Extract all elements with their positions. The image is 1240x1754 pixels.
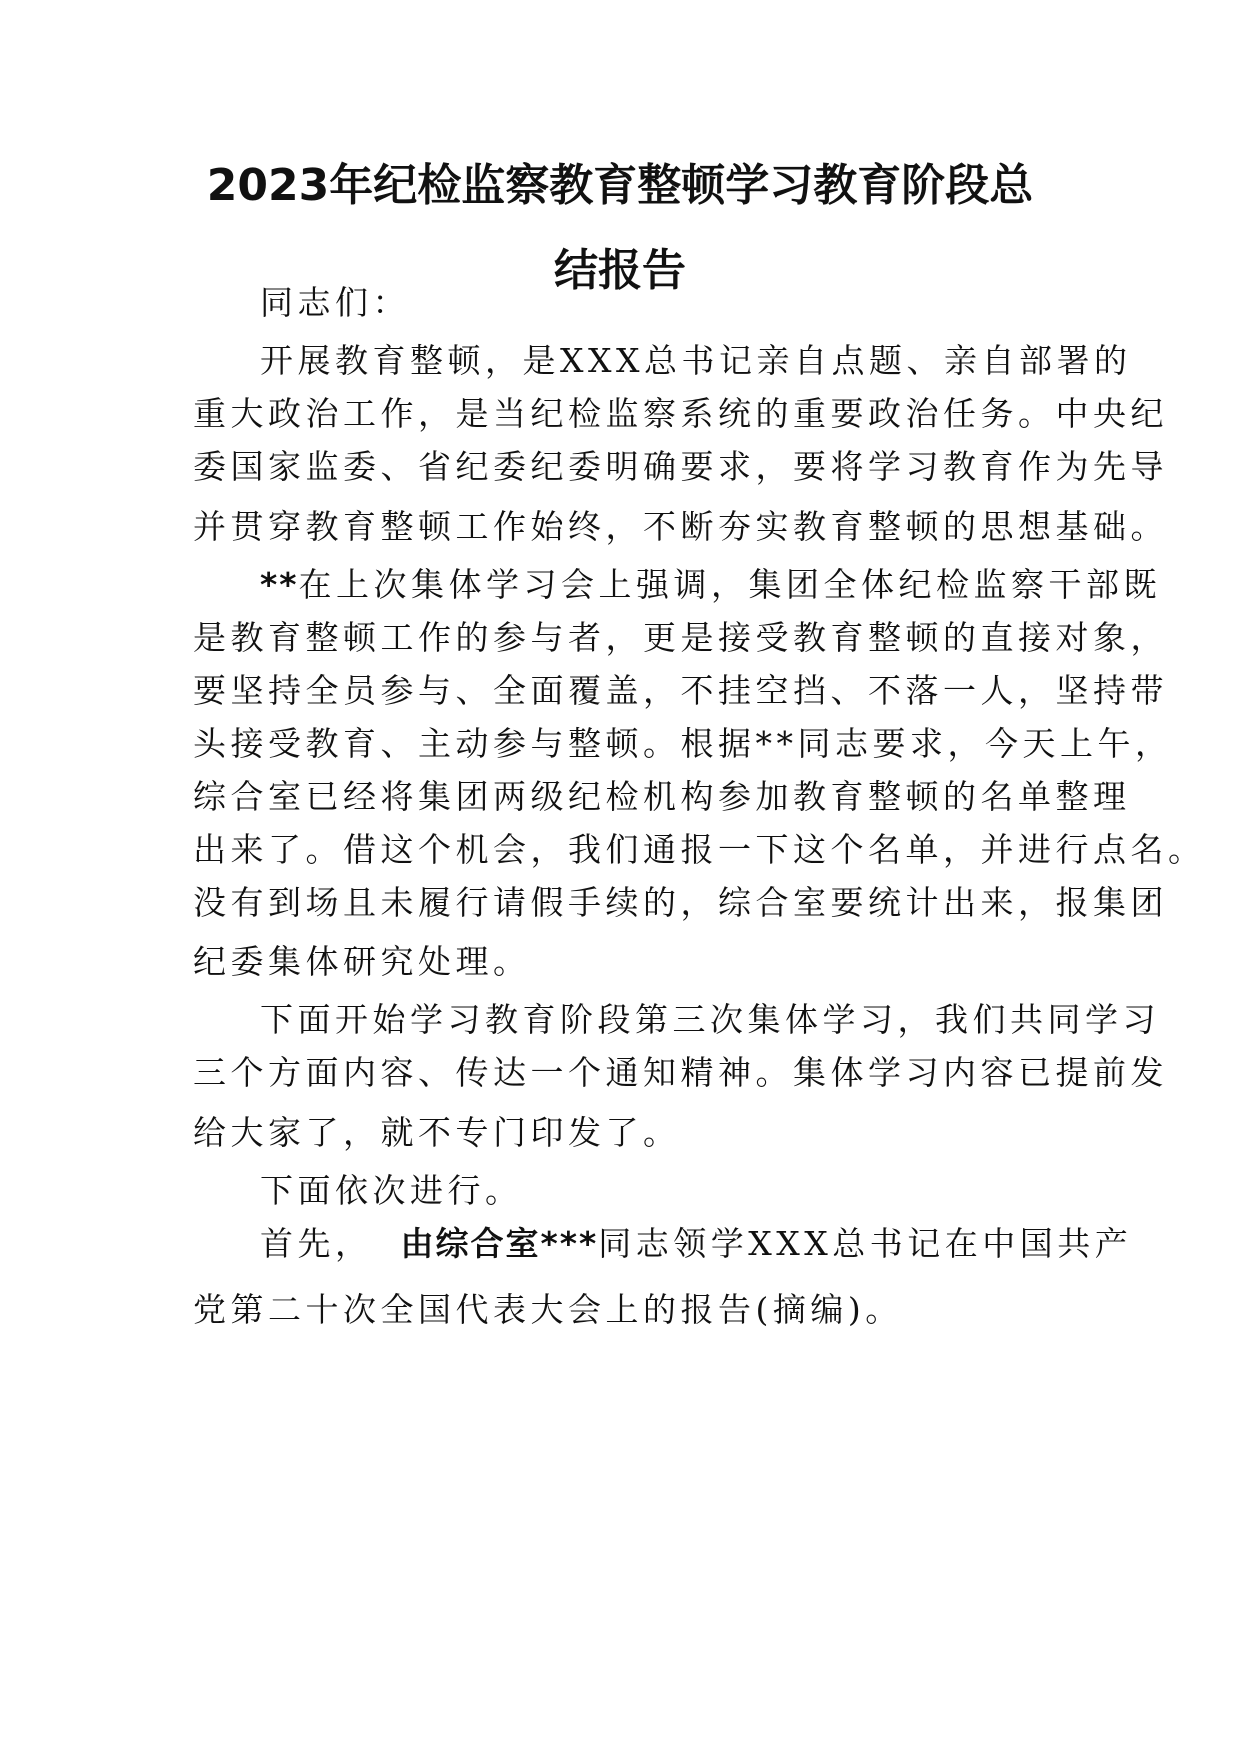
paragraph-line: 开展教育整顿，是XXX总书记亲自点题、亲自部署的 — [260, 341, 1132, 380]
paragraph-line: 头接受教育、主动参与整顿。根据**同志要求，今天上午， — [193, 724, 1173, 763]
paragraph-line: 委国家监委、省纪委纪委明确要求，要将学习教育作为先导 — [193, 447, 1168, 486]
paragraph-line: 下面开始学习教育阶段第三次集体学习，我们共同学习 — [260, 1000, 1160, 1039]
bold-phrase: 由综合室*** — [400, 1224, 599, 1263]
paragraph-line: 三个方面内容、传达一个通知精神。集体学习内容已提前发 — [193, 1053, 1168, 1092]
paragraph-line: 下面依次进行。 — [260, 1171, 523, 1210]
paragraph-line: 出来了。借这个机会，我们通报一下这个名单，并进行点名。 — [193, 830, 1206, 869]
paragraph-line: 没有到场且未履行请假手续的，综合室要统计出来，报集团 — [193, 883, 1168, 922]
paragraph-line: 党第二十次全国代表大会上的报告(摘编)。 — [193, 1290, 903, 1329]
salutation: 同志们： — [260, 283, 410, 322]
paragraph-line: 纪委集体研究处理。 — [193, 942, 531, 981]
paragraph-line: 要坚持全员参与、全面覆盖，不挂空挡、不落一人，坚持带 — [193, 671, 1168, 710]
paragraph-line: 综合室已经将集团两级纪检机构参加教育整顿的名单整理 — [193, 777, 1131, 816]
paragraph-line: 是教育整顿工作的参与者，更是接受教育整顿的直接对象， — [193, 618, 1168, 657]
paragraph-line — [260, 1224, 1133, 1264]
paragraph-text: 首先， — [260, 1224, 373, 1263]
paragraph-line: 给大家了，就不专门印发了。 — [193, 1113, 681, 1152]
paragraph-line — [260, 565, 1162, 605]
document-title-line-2: 结报告 — [554, 245, 686, 296]
bold-marker: ** — [260, 565, 299, 604]
document-title-line-1: 2023年纪检监察教育整顿学习教育阶段总 — [206, 160, 1034, 211]
paragraph-text: 同志领学XXX总书记在中国共产 — [598, 1224, 1133, 1263]
paragraph-line: 并贯穿教育整顿工作始终，不断夯实教育整顿的思想基础。 — [193, 507, 1168, 546]
paragraph-line: 重大政治工作，是当纪检监察系统的重要政治任务。中央纪 — [193, 394, 1168, 433]
paragraph-text: 在上次集体学习会上强调，集团全体纪检监察干部既 — [298, 565, 1162, 604]
